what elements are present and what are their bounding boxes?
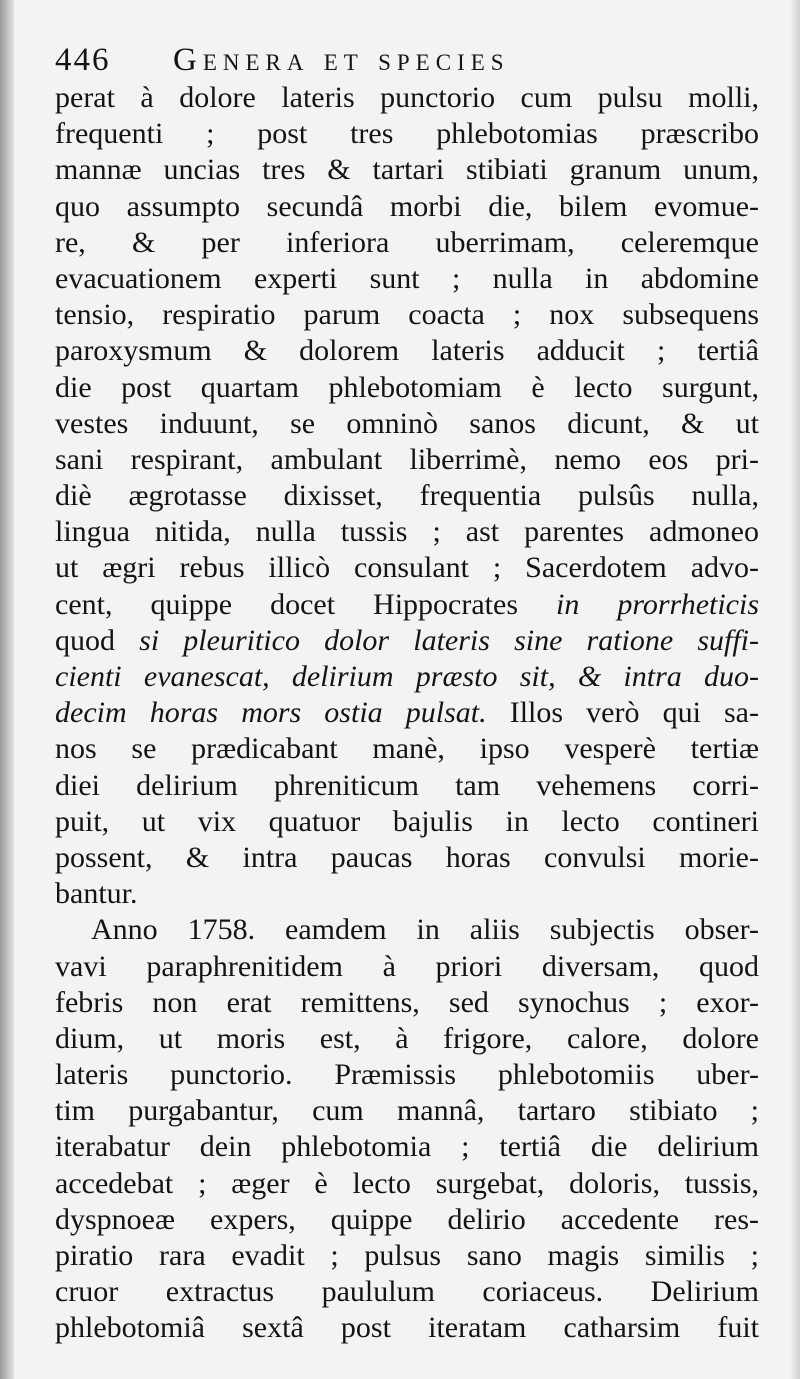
text-line: quo assumpto secundâ morbi die, bilem evomue- bbox=[55, 189, 759, 223]
text-line: tensio, respiratio parum coacta ; nox subsequens bbox=[55, 298, 759, 332]
text-line: possent, & intra paucas horas convulsi morie- bbox=[55, 840, 759, 874]
text-line: perat à dolore lateris punctorio cum pulsu molli, bbox=[55, 81, 759, 114]
text-line: puit, ut vix quatuor bajulis in lecto contineri bbox=[55, 804, 759, 838]
text-line: frequenti ; post tres phlebotomias præscribo bbox=[55, 117, 759, 151]
text-line: quod si pleuritico dolor lateris sine ratione suffi- bbox=[55, 623, 759, 657]
text-line: re, & per inferiora uberrimam, celeremque bbox=[55, 225, 759, 259]
text-line: cruor extractus paululum coriaceus. Delirium bbox=[55, 1275, 759, 1309]
page-header bbox=[55, 42, 755, 82]
text-line: mannæ uncias tres & tartari stibiati granum unum, bbox=[55, 153, 759, 187]
page-number: 446 bbox=[55, 42, 111, 78]
text-line: vestes induunt, se omninò sanos dicunt, & ut bbox=[55, 406, 759, 440]
text-line: dium, ut moris est, à frigore, calore, dolore bbox=[55, 1021, 759, 1055]
text-line: sani respirant, ambulant liberrimè, nemo eos pri- bbox=[55, 442, 759, 476]
page-edge bbox=[790, 0, 800, 1379]
body-text bbox=[55, 80, 759, 1347]
paragraph-first-line: Anno 1758. eamdem in aliis subjectis obser- bbox=[91, 913, 759, 947]
text-line: diei delirium phreniticum tam vehemens corri- bbox=[55, 768, 759, 802]
text-line: lingua nitida, nulla tussis ; ast parentes admoneo bbox=[55, 515, 759, 549]
text-line: ut ægri rebus illicò consulant ; Sacerdotem advo- bbox=[55, 551, 759, 585]
text-line: tim purgabantur, cum mannâ, tartaro stibiato ; bbox=[55, 1094, 759, 1128]
text-line: lateris punctorio. Præmissis phlebotomiis uber- bbox=[55, 1058, 759, 1092]
text-line: nos se prædicabant manè, ipso vesperè tertiæ bbox=[55, 732, 759, 766]
italic-text: decim horas mors ostia pulsat. bbox=[55, 696, 487, 730]
text-line: die post quartam phlebotomiam è lecto surgunt, bbox=[55, 370, 759, 404]
text-line: febris non erat remittens, sed synochus ; exor- bbox=[55, 985, 759, 1019]
text-line bbox=[55, 659, 759, 695]
text-line: phlebotomiâ sextâ post iteratam catharsim fuit bbox=[55, 1311, 759, 1345]
text-line: paroxysmum & dolorem lateris adducit ; tertiâ bbox=[55, 334, 759, 368]
text-line: piratio rara evadit ; pulsus sano magis similis ; bbox=[55, 1239, 759, 1272]
text-line: accedebat ; æger è lecto surgebat, doloris, tussis, bbox=[55, 1166, 759, 1200]
italic-text: in prorrheticis bbox=[556, 587, 759, 621]
text-line: cent, quippe docet Hippocrates in prorrheticis bbox=[55, 587, 759, 621]
text-line: evacuationem experti sunt ; nulla in abdomine bbox=[55, 261, 759, 295]
text-line: diè ægrotasse dixisset, frequentia pulsûs nulla, bbox=[55, 479, 759, 513]
paragraph-last-line: bantur. bbox=[55, 877, 138, 911]
text-line: iterabatur dein phlebotomia ; tertiâ die delirium bbox=[55, 1130, 759, 1164]
running-title: Genera et species bbox=[173, 42, 510, 78]
text-line: decim horas mors ostia pulsat. Illos verò qui sa- bbox=[55, 696, 759, 730]
text-line: vavi paraphrenitidem à priori diversam, quod bbox=[55, 949, 759, 983]
text-line: dyspnoeæ expers, quippe delirio accedente res- bbox=[55, 1202, 759, 1236]
binding-shadow bbox=[0, 0, 14, 1379]
italic-text: si pleuritico dolor lateris sine ratione suffi- bbox=[139, 623, 759, 657]
italic-text: cienti evanescat, delirium præsto sit, & intra duo- bbox=[55, 660, 759, 693]
